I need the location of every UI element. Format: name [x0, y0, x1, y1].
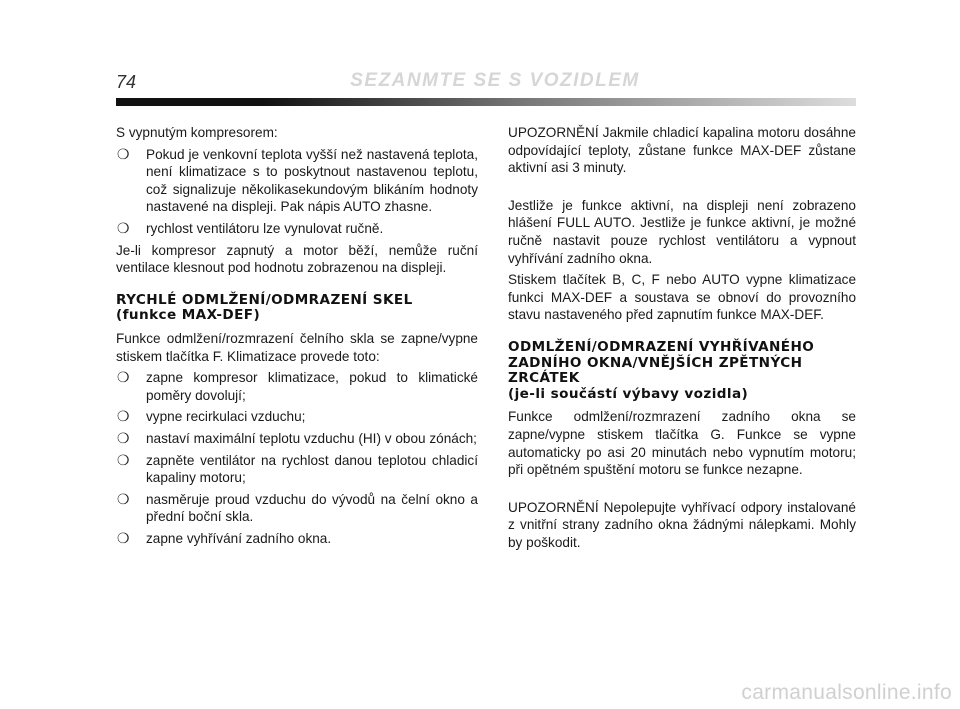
section-intro: Funkce odmlžení/rozmrazení čelního skla se zapne/vypne stiskem tlačítka F. Klimatizace provede toto: — [116, 330, 478, 364]
warning-heating-elements: UPOZORNĚNÍ Nepolepujte vyhřívací odpory instalované z vnitřní strany zadního okna žádnými nálepkami. Mohly by poškodit. — [508, 499, 856, 550]
circle-bullet-icon: ❍ — [117, 429, 130, 446]
list-item: ❍ zapne vyhřívání zadního okna. — [117, 529, 332, 546]
intro-text: S vypnutým kompresorem: — [116, 125, 278, 140]
rear-window-text: Funkce odmlžení/rozmrazení zadního okna se zapne/vypne stiskem tlačítka G. Funkce se vypne automaticky po asi 20 minutách nebo vypnutím motoru; při opětném spuštění motoru se funkce nezapne. — [508, 409, 856, 478]
compressor-off-list — [116, 146, 478, 238]
running-title: SEZANMTE SE S VOZIDLEM — [350, 70, 640, 91]
max-def-actions-list — [116, 369, 478, 547]
right-column — [508, 124, 856, 555]
active-info: Jestliže je funkce aktivní, na displeji není zobrazeno hlášení FULL AUTO. Jestliže je funkce aktivní, je možné ručně nastavit pouze rychlost ventilátoru a vypnout vyhřívání zadního okna. — [508, 197, 856, 266]
section-heading-max-def: RYCHLÉ ODMLŽENÍ/ODMRAZENÍ SKEL (funkce MAX-DEF) — [116, 291, 413, 324]
circle-bullet-icon: ❍ — [117, 145, 130, 162]
list-item: ❍ rychlost ventilátoru lze vynulovat ručně. — [117, 219, 384, 236]
watermark: carmanualsonline.info — [741, 681, 952, 704]
circle-bullet-icon: ❍ — [117, 490, 130, 507]
buttons-info: Stiskem tlačítek B, C, F nebo AUTO vypne klimatizace funkci MAX-DEF a soustava se obnoví do provozního stavu nastaveného před zapnutím funkce MAX-DEF. — [508, 272, 856, 323]
section-heading-rear-window: ODMLŽENÍ/ODMRAZENÍ VYHŘÍVANÉHO ZADNÍHO OKNA/VNĚJŠÍCH ZPĚTNÝCH ZRCÁTEK (je-li součástí výbavy vozidla) — [508, 338, 815, 402]
circle-bullet-icon: ❍ — [117, 529, 130, 546]
list-item: ❍ nasměruje proud vzduchu do vývodů na čelní okno a přední boční skla. — [117, 490, 478, 525]
circle-bullet-icon: ❍ — [117, 408, 130, 425]
list-item: ❍ zapněte ventilátor na rychlost danou teplotou chladicí kapaliny motoru; — [117, 451, 478, 486]
list-item: ❍ vypne recirkulaci vzduchu; — [117, 408, 306, 425]
page-number: 74 — [116, 72, 137, 92]
list-item: ❍ nastaví maximální teplotu vzduchu (HI) v obou zónách; — [117, 429, 477, 446]
list-item: ❍ zapne kompresor klimatizace, pokud to klimatické poměry dovolují; — [117, 369, 478, 403]
circle-bullet-icon: ❍ — [117, 369, 130, 386]
list-item: ❍ Pokud je venkovní teplota vyšší než nastavená teplota, není klimatizace s to poskytnout nastavenou teplotu, což signalizuje několikasekundovým blikáním hodnoty nastavené na displeji. Pak nápis AUTO zhasne. — [117, 145, 478, 215]
circle-bullet-icon: ❍ — [117, 219, 130, 236]
left-column — [116, 124, 478, 551]
circle-bullet-icon: ❍ — [117, 451, 130, 468]
header-rule — [116, 98, 856, 106]
warning-max-def-duration: UPOZORNĚNÍ Jakmile chladicí kapalina motoru dosáhne odpovídající teploty, zůstane funkce MAX-DEF zůstane aktivní asi 3 minuty. — [508, 125, 856, 176]
compressor-on-note: Je-li kompresor zapnutý a motor běží, nemůže ruční ventilace klesnout pod hodnotu zobrazenou na displeji. — [116, 242, 478, 276]
